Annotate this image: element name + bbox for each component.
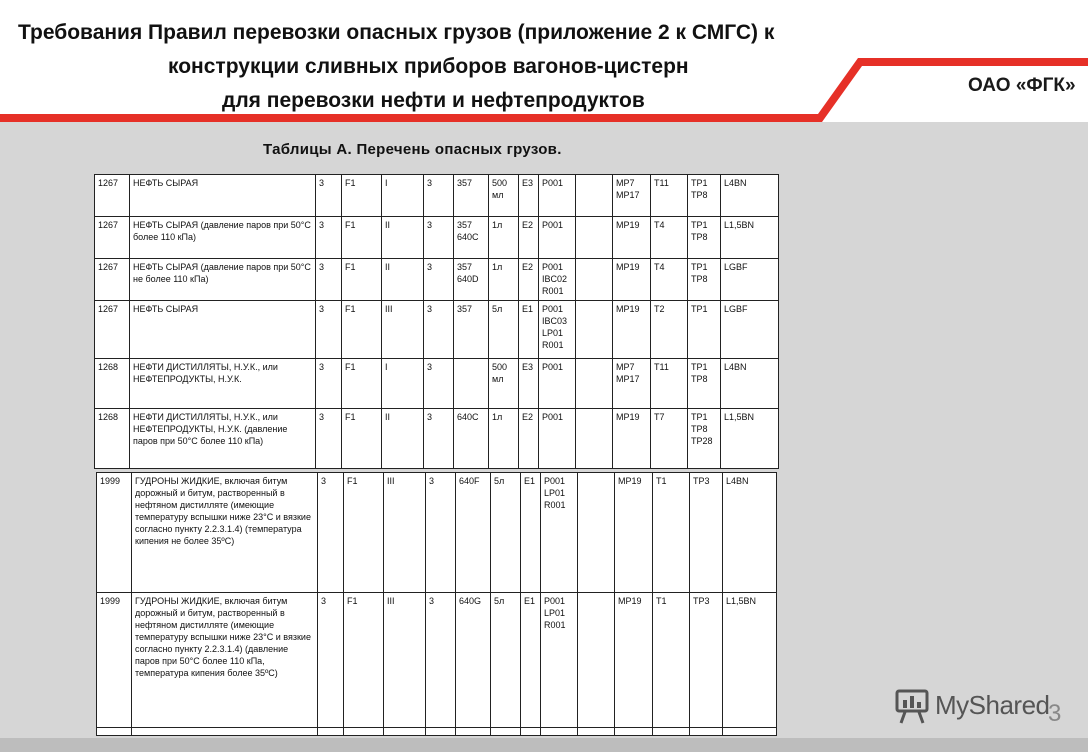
table-cell — [615, 593, 653, 728]
cell-text: F1 — [345, 220, 356, 230]
table-cell — [454, 259, 489, 301]
table-cell — [318, 473, 344, 593]
table-cell — [690, 473, 723, 593]
table-cell — [651, 301, 688, 359]
cell-text: L1,5BN — [724, 220, 755, 230]
cell-text: E1 — [524, 596, 536, 606]
table-cell — [651, 359, 688, 409]
table-cell — [384, 728, 426, 736]
table-cell — [489, 301, 519, 359]
table-cell — [489, 175, 519, 217]
table-cell — [424, 301, 454, 359]
table-cell — [130, 359, 316, 409]
cell-text: F1 — [345, 304, 356, 314]
cell-text: НЕФТЬ СЫРАЯ (давление паров при 50°С более 110 кПа) — [133, 220, 311, 242]
table-cell — [688, 359, 721, 409]
table-cell — [130, 175, 316, 217]
cell-text: II — [385, 220, 391, 230]
table-cell — [613, 359, 651, 409]
table-cell — [723, 473, 777, 593]
cell-text: E2 — [522, 412, 534, 422]
table-cell — [688, 301, 721, 359]
table-row — [95, 175, 779, 217]
table-cell — [424, 359, 454, 409]
cell-text: F1 — [347, 596, 358, 606]
table-cell — [539, 409, 576, 469]
cell-text: P001 LP01 R001 — [544, 596, 566, 630]
table-cell — [426, 728, 456, 736]
table-cell — [651, 175, 688, 217]
cell-text: 5л — [494, 596, 505, 606]
cell-text: 3 — [321, 476, 327, 486]
table-cell — [541, 728, 578, 736]
table-cell — [130, 409, 316, 469]
table-cell — [489, 217, 519, 259]
table-cell — [615, 473, 653, 593]
presentation-board-icon — [895, 688, 929, 724]
cell-text: 3 — [319, 178, 325, 188]
cell-text: I — [385, 178, 388, 188]
table-cell — [721, 217, 779, 259]
table-cell — [95, 175, 130, 217]
cell-text: ГУДРОНЫ ЖИДКИЕ, включая битум дорожный и битум, растворенный в нефтяном дистилляте (имеющие температуру вспышки ниже 23°С и вязкие согласно пункту 2.2.3.1.4) (давление паров при 50°С более 110 кПа, температура кипения более 35ºС) — [135, 596, 311, 678]
table-cell — [344, 473, 384, 593]
cell-text: F1 — [345, 362, 356, 372]
watermark-text: MyShared — [935, 690, 1050, 720]
table-cell — [578, 593, 615, 728]
cell-text: 1267 — [98, 262, 119, 272]
table-cell — [519, 175, 539, 217]
cell-text: P001 LP01 R001 — [544, 476, 566, 510]
table-cell — [491, 593, 521, 728]
cell-text: III — [387, 596, 395, 606]
cell-text: II — [385, 412, 391, 422]
table-cell — [132, 473, 318, 593]
table-cell — [426, 473, 456, 593]
cell-text: P001 — [542, 362, 564, 372]
title-line-2: конструкции сливных приборов вагонов-цистерн — [168, 55, 689, 78]
cell-text: P001 — [542, 412, 564, 422]
table-cell — [539, 359, 576, 409]
table-cell — [344, 593, 384, 728]
table-cell — [95, 259, 130, 301]
cell-text: 1999 — [100, 596, 121, 606]
dangerous-goods-table-2 — [96, 472, 777, 736]
cell-text: 640F — [459, 476, 480, 486]
table-cell — [318, 593, 344, 728]
table-cell — [489, 359, 519, 409]
table-cell — [382, 409, 424, 469]
cell-text: 357 — [457, 304, 473, 314]
bottom-bar — [0, 738, 1088, 752]
table-cell — [382, 175, 424, 217]
table-cell — [651, 259, 688, 301]
table-cell — [456, 728, 491, 736]
table-cell — [576, 217, 613, 259]
table-cell — [491, 473, 521, 593]
cell-text: 3 — [429, 476, 435, 486]
table-cell — [615, 728, 653, 736]
table-cell — [456, 473, 491, 593]
table-cell — [578, 728, 615, 736]
table-cell — [97, 728, 132, 736]
cell-text: L1,5BN — [726, 596, 757, 606]
table-cell — [342, 217, 382, 259]
table-cell — [688, 409, 721, 469]
cell-text: LGBF — [724, 262, 748, 272]
table-cell — [541, 593, 578, 728]
table-cell — [130, 301, 316, 359]
cell-text: TP1 TP8 TP28 — [691, 412, 713, 446]
table-cell — [95, 301, 130, 359]
table-cell — [318, 728, 344, 736]
table-cell — [384, 593, 426, 728]
cell-text: НЕФТЬ СЫРАЯ (давление паров при 50°С не более 110 кПа) — [133, 262, 311, 284]
cell-text: 500 мл — [492, 178, 508, 200]
table-cell — [426, 593, 456, 728]
cell-text: 3 — [319, 262, 325, 272]
cell-text: НЕФТЬ СЫРАЯ — [133, 178, 199, 188]
cell-text: 3 — [319, 362, 325, 372]
cell-text: 1267 — [98, 304, 119, 314]
table-cell — [519, 217, 539, 259]
table-cell — [653, 473, 690, 593]
table-cell — [342, 175, 382, 217]
table-cell — [613, 217, 651, 259]
table-cell — [382, 359, 424, 409]
table-cell — [521, 593, 541, 728]
table-cell — [721, 301, 779, 359]
table-cell — [384, 473, 426, 593]
cell-text: T1 — [656, 476, 667, 486]
table-row — [95, 301, 779, 359]
cell-text: L1,5BN — [724, 412, 755, 422]
cell-text: E1 — [524, 476, 536, 486]
cell-text: MP19 — [618, 476, 642, 486]
cell-text: 3 — [429, 596, 435, 606]
cell-text: P001 — [542, 220, 564, 230]
cell-text: 3 — [427, 412, 433, 422]
cell-text: 3 — [427, 304, 433, 314]
table-cell — [521, 728, 541, 736]
table-row — [95, 217, 779, 259]
table-cell — [576, 301, 613, 359]
table-cell — [688, 217, 721, 259]
cell-text: TP3 — [693, 476, 710, 486]
table-cell — [613, 259, 651, 301]
table-cell — [491, 728, 521, 736]
table-cell — [690, 728, 723, 736]
table-cell — [489, 259, 519, 301]
cell-text: TP1 TP8 — [691, 362, 708, 384]
table-cell — [424, 409, 454, 469]
cell-text: НЕФТИ ДИСТИЛЛЯТЫ, Н.У.К., или НЕФТЕПРОДУКТЫ, Н.У.К. (давление паров при 50°С более 110 кПа) — [133, 412, 288, 446]
table-cell — [613, 409, 651, 469]
cell-text: E1 — [522, 304, 534, 314]
cell-text: 640C — [457, 412, 479, 422]
cell-text: НЕФТИ ДИСТИЛЛЯТЫ, Н.У.К., или НЕФТЕПРОДУКТЫ, Н.У.К. — [133, 362, 278, 384]
table-cell — [690, 593, 723, 728]
table-cell — [382, 217, 424, 259]
cell-text: P001 IBC03 LP01 R001 — [542, 304, 568, 350]
table-cell — [519, 409, 539, 469]
table-cell — [130, 217, 316, 259]
table-cell — [130, 259, 316, 301]
table-cell — [424, 175, 454, 217]
table-cell — [721, 409, 779, 469]
table-cell — [424, 259, 454, 301]
cell-text: 3 — [427, 362, 433, 372]
table-cell — [316, 359, 342, 409]
cell-text: TP3 — [693, 596, 710, 606]
cell-text: 1268 — [98, 412, 119, 422]
cell-text: 3 — [427, 262, 433, 272]
cell-text: MP19 — [616, 220, 640, 230]
table-cell — [342, 259, 382, 301]
table-cell — [454, 175, 489, 217]
table-cell — [521, 473, 541, 593]
cell-text: F1 — [345, 178, 356, 188]
table-cell — [97, 593, 132, 728]
table-cell — [721, 259, 779, 301]
cell-text: 5л — [494, 476, 505, 486]
cell-text: MP19 — [618, 596, 642, 606]
cell-text: TP1 TP8 — [691, 220, 708, 242]
table-cell — [613, 175, 651, 217]
cell-text: TP1 TP8 — [691, 262, 708, 284]
cell-text: L4BN — [724, 178, 747, 188]
table-cell — [489, 409, 519, 469]
table-cell — [454, 409, 489, 469]
table-cell — [95, 409, 130, 469]
cell-text: LGBF — [724, 304, 748, 314]
cell-text: III — [387, 476, 395, 486]
table-cell — [95, 217, 130, 259]
cell-text: P001 — [542, 178, 564, 188]
table-cell — [454, 301, 489, 359]
cell-text: 1л — [492, 262, 503, 272]
cell-text: P001 IBC02 R001 — [542, 262, 568, 296]
table-cell — [653, 728, 690, 736]
table-cell — [688, 259, 721, 301]
cell-text: MP19 — [616, 262, 640, 272]
table-cell — [382, 301, 424, 359]
table-cell — [613, 301, 651, 359]
cell-text: II — [385, 262, 391, 272]
table-row — [97, 728, 777, 736]
cell-text: T4 — [654, 220, 665, 230]
table-cell — [342, 409, 382, 469]
cell-text: 1999 — [100, 476, 121, 486]
table-cell — [519, 359, 539, 409]
title-line-1: Требования Правил перевозки опасных грузов (приложение 2 к СМГС) к — [18, 21, 775, 44]
table-cell — [424, 217, 454, 259]
table-cell — [539, 301, 576, 359]
cell-text: T4 — [654, 262, 665, 272]
watermark — [895, 688, 1055, 728]
table-cell — [576, 259, 613, 301]
cell-text: 1267 — [98, 178, 119, 188]
table-cell — [653, 593, 690, 728]
cell-text: 500 мл — [492, 362, 508, 384]
table-row — [97, 593, 777, 728]
table-cell — [651, 217, 688, 259]
table-cell — [576, 409, 613, 469]
table-caption: Таблицы А. Перечень опасных грузов. — [263, 141, 562, 158]
table-cell — [316, 175, 342, 217]
cell-text: MP7 MP17 — [616, 178, 640, 200]
table-cell — [539, 175, 576, 217]
table-cell — [97, 473, 132, 593]
table-cell — [721, 175, 779, 217]
table-cell — [723, 593, 777, 728]
table-row — [95, 259, 779, 301]
cell-text: TP1 — [691, 304, 708, 314]
table-cell — [132, 593, 318, 728]
cell-text: 3 — [319, 304, 325, 314]
table-cell — [344, 728, 384, 736]
cell-text: TP1 TP8 — [691, 178, 708, 200]
table-cell — [316, 301, 342, 359]
cell-text: MP19 — [616, 304, 640, 314]
table-cell — [539, 217, 576, 259]
cell-text: 1267 — [98, 220, 119, 230]
cell-text: T7 — [654, 412, 665, 422]
table-row — [97, 473, 777, 593]
cell-text: T1 — [656, 596, 667, 606]
table-cell — [316, 259, 342, 301]
table-cell — [578, 473, 615, 593]
cell-text: I — [385, 362, 388, 372]
cell-text: 640G — [459, 596, 482, 606]
cell-text: T2 — [654, 304, 665, 314]
table-cell — [541, 473, 578, 593]
cell-text: 3 — [427, 220, 433, 230]
table-cell — [539, 259, 576, 301]
cell-text: 357 — [457, 178, 473, 188]
cell-text: L4BN — [726, 476, 749, 486]
table-cell — [576, 359, 613, 409]
cell-text: F1 — [345, 262, 356, 272]
cell-text: 1л — [492, 220, 503, 230]
cell-text: F1 — [347, 476, 358, 486]
dangerous-goods-table-1 — [94, 174, 779, 469]
cell-text: E3 — [522, 178, 534, 188]
table-cell — [454, 217, 489, 259]
cell-text: 3 — [319, 412, 325, 422]
cell-text: MP19 — [616, 412, 640, 422]
cell-text: 1л — [492, 412, 503, 422]
cell-text: 357 640C — [457, 220, 479, 242]
cell-text: 5л — [492, 304, 503, 314]
table-cell — [316, 409, 342, 469]
cell-text: III — [385, 304, 393, 314]
cell-text: T11 — [654, 178, 669, 188]
cell-text: E2 — [522, 220, 534, 230]
table-cell — [382, 259, 424, 301]
table-cell — [576, 175, 613, 217]
table-cell — [688, 175, 721, 217]
table-cell — [454, 359, 489, 409]
cell-text: 3 — [427, 178, 433, 188]
cell-text: L4BN — [724, 362, 747, 372]
cell-text: 3 — [321, 596, 327, 606]
cell-text: 3 — [319, 220, 325, 230]
cell-text: E2 — [522, 262, 534, 272]
cell-text: F1 — [345, 412, 356, 422]
table-cell — [316, 217, 342, 259]
page-number: 3 — [1048, 700, 1062, 727]
cell-text: НЕФТЬ СЫРАЯ — [133, 304, 199, 314]
cell-text: ГУДРОНЫ ЖИДКИЕ, включая битум дорожный и битум, растворенный в нефтяном дистилляте (имеющие температуру вспышки ниже 23°С и вязкие согласно пункту 2.2.3.1.4) (температура кипения не более 35ºС) — [135, 476, 311, 546]
cell-text: 1268 — [98, 362, 119, 372]
table-row — [95, 409, 779, 469]
table-cell — [519, 259, 539, 301]
table-cell — [519, 301, 539, 359]
company-name: ОАО «ФГК» — [968, 75, 1076, 96]
table-cell — [132, 728, 318, 736]
table-cell — [456, 593, 491, 728]
cell-text: T11 — [654, 362, 669, 372]
table-cell — [95, 359, 130, 409]
title-line-3: для перевозки нефти и нефтепродуктов — [222, 89, 645, 112]
table-cell — [342, 359, 382, 409]
table-row — [95, 359, 779, 409]
table-cell — [651, 409, 688, 469]
cell-text: E3 — [522, 362, 534, 372]
table-cell — [342, 301, 382, 359]
cell-text: MP7 MP17 — [616, 362, 640, 384]
table-cell — [721, 359, 779, 409]
table-cell — [723, 728, 777, 736]
cell-text: 357 640D — [457, 262, 479, 284]
